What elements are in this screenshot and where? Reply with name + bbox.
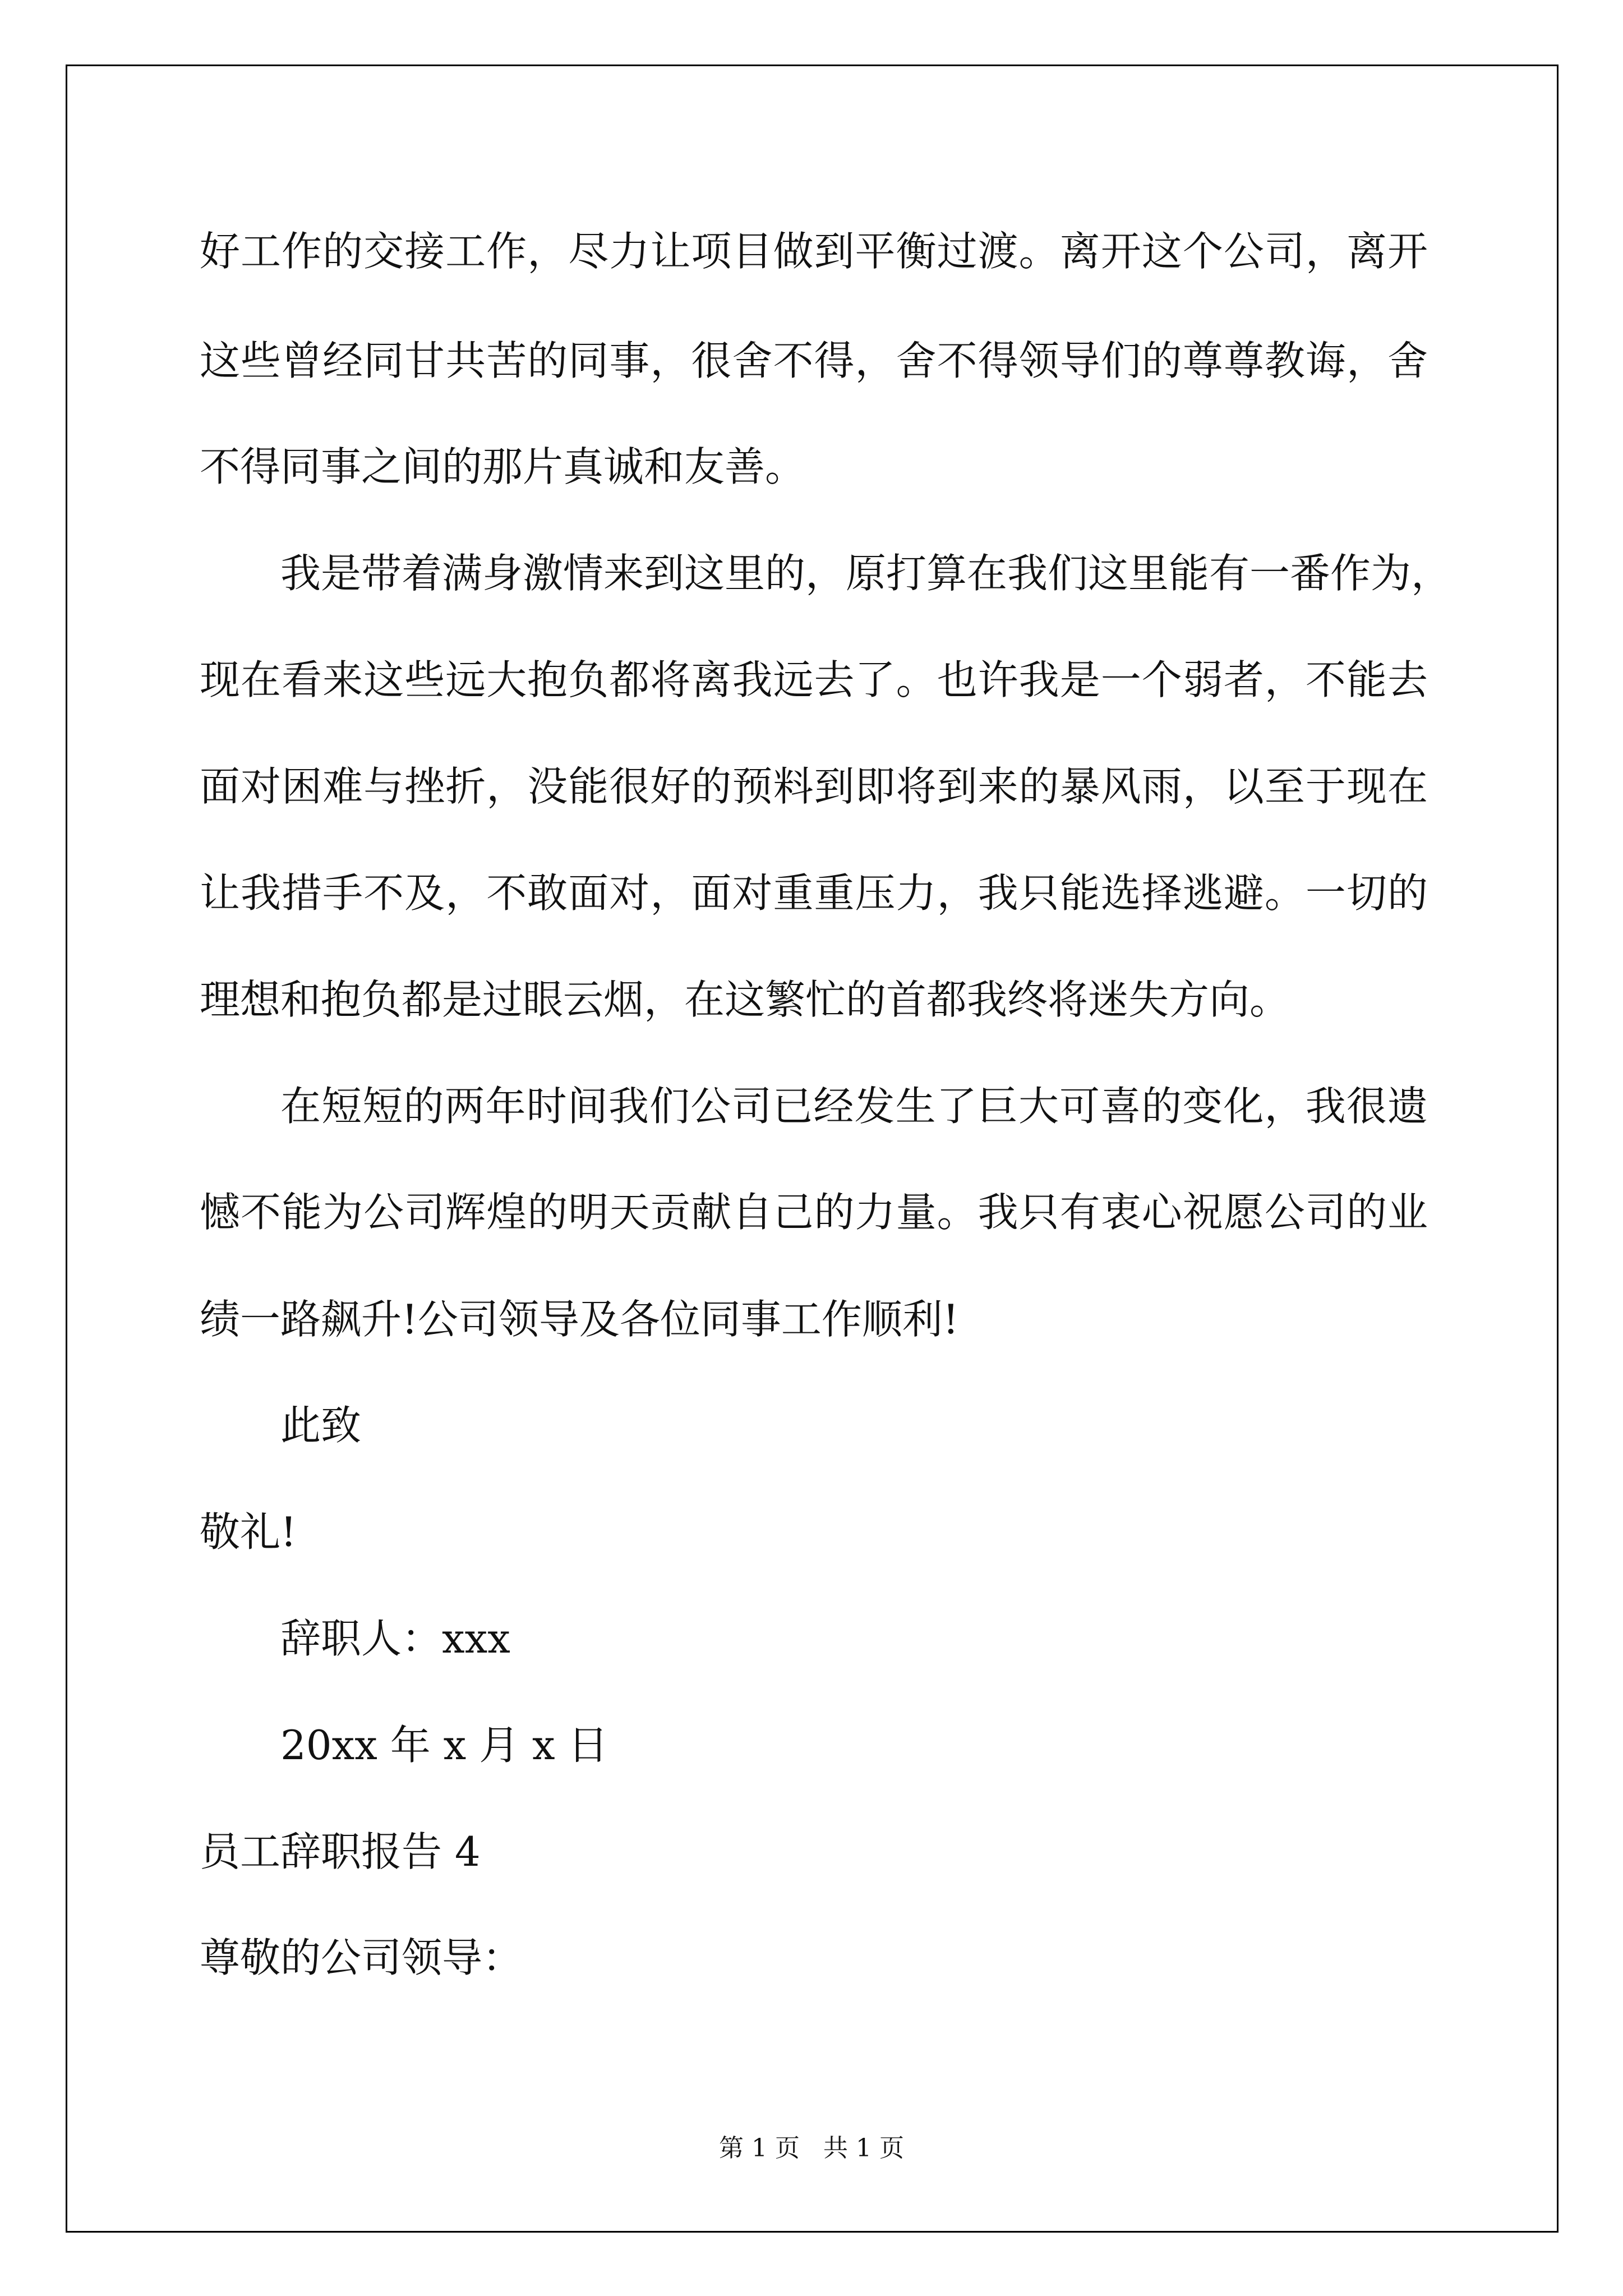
page-number-footer: 第 1 页 共 1 页 [719,2134,904,2162]
paragraph-line: 在短短的两年时间我们公司已经发生了巨大可喜的变化，我很遗 [280,1083,1428,1130]
greeting-line: 尊敬的公司领导： [200,1934,523,1981]
paragraph-line: 面对困难与挫折，没能很好的预料到即将到来的暴风雨，以至于现在 [200,763,1428,810]
section-heading: 员工辞职报告 4 [200,1828,481,1875]
page-frame [66,65,1559,2233]
paragraph-line: 理想和抱负都是过眼云烟，在这繁忙的首都我终将迷失方向。 [200,976,1290,1023]
paragraph-line: 这些曾经同甘共苦的同事，很舍不得，舍不得领导们的尊尊教诲，舍 [200,337,1428,384]
paragraph-line: 我是带着满身激情来到这里的，原打算在我们这里能有一番作为， [280,550,1452,597]
paragraph-line: 不得同事之间的那片真诚和友善。 [200,443,806,490]
paragraph-line: 现在看来这些远大抱负都将离我远去了。也许我是一个弱者，不能去 [200,656,1428,703]
signature-date: 20xx 年 x 月 x 日 [280,1722,608,1769]
salutation-closing: 此致 [280,1402,362,1449]
paragraph-line: 让我措手不及，不敢面对，面对重重压力，我只能选择逃避。一切的 [200,869,1428,917]
signature-name: 辞职人：xxx [280,1615,510,1662]
paragraph-line: 绩一路飙升!公司领导及各位同事工作顺利! [200,1296,959,1343]
paragraph-line: 憾不能为公司辉煌的明天贡献自己的力量。我只有衷心祝愿公司的业 [200,1189,1428,1236]
salutation-regards: 敬礼! [200,1508,297,1556]
paragraph-line: 好工作的交接工作，尽力让项目做到平衡过渡。离开这个公司，离开 [200,228,1428,275]
